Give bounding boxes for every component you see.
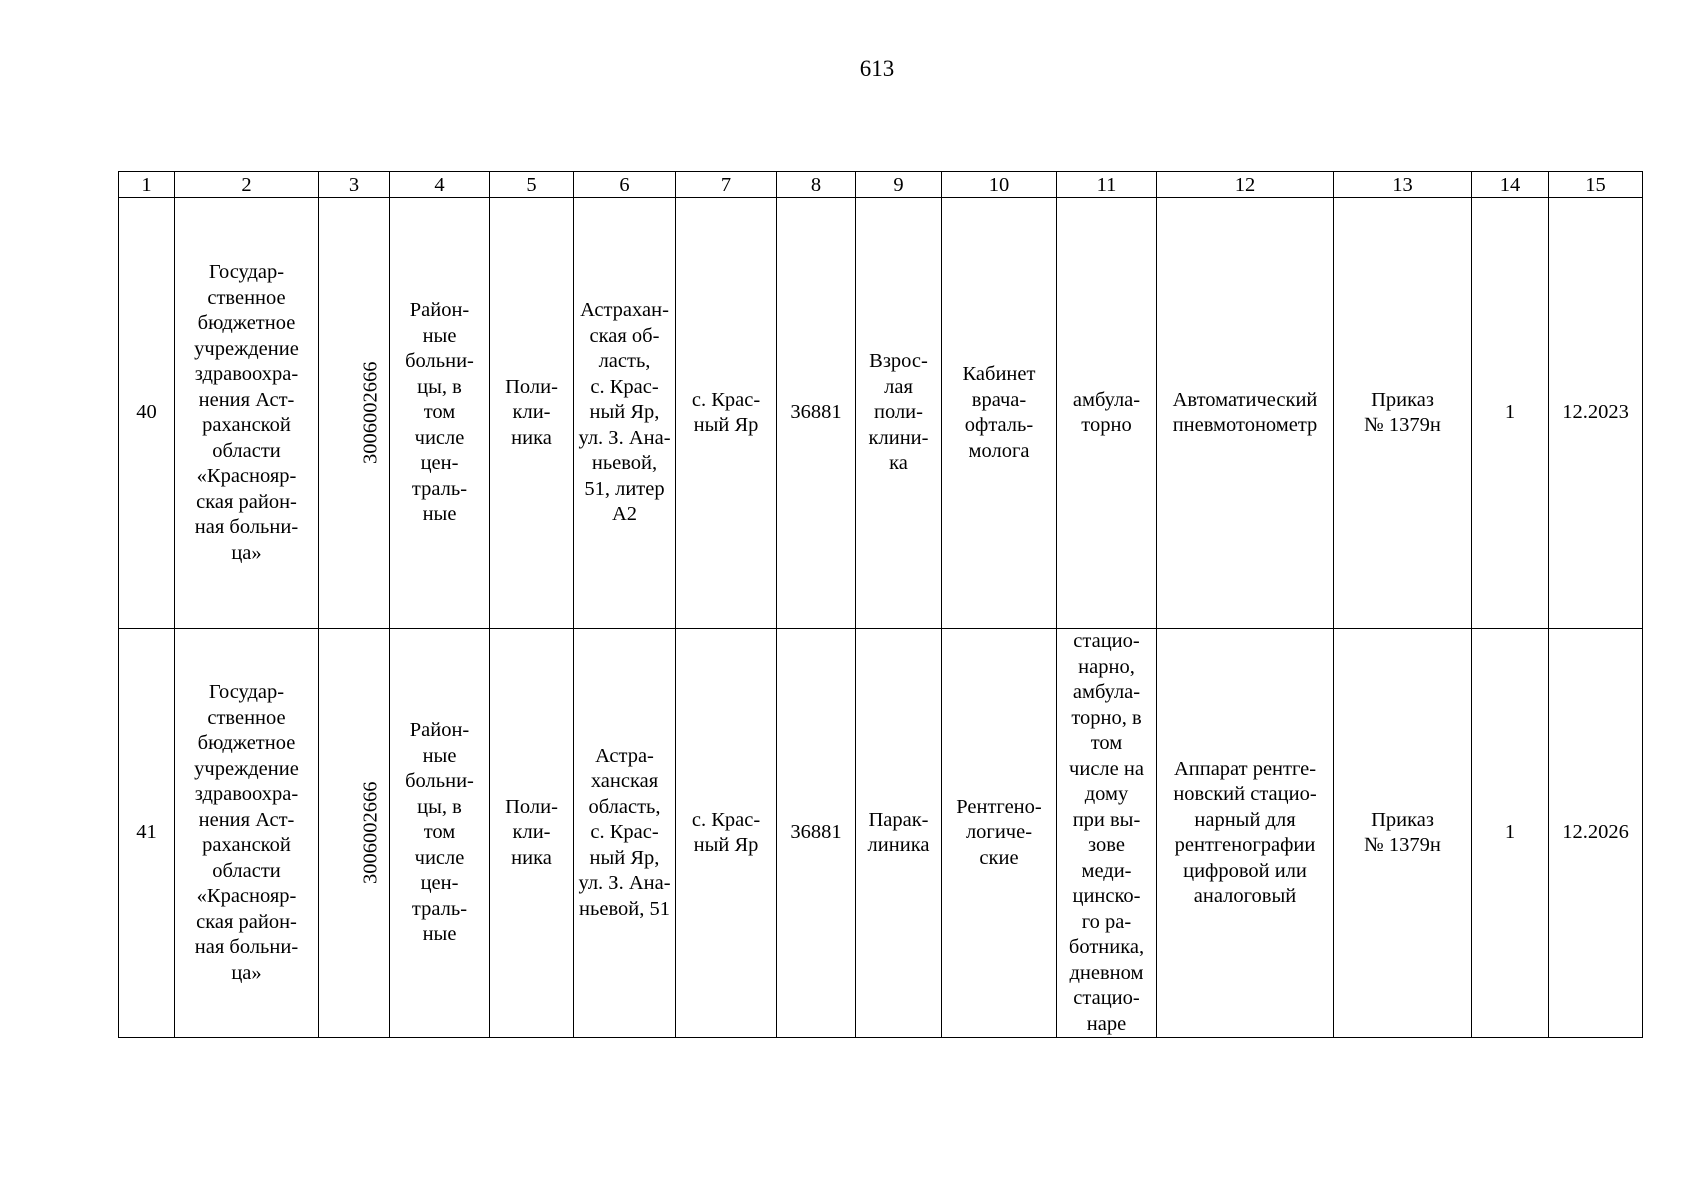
column-header: 6 (574, 172, 676, 198)
column-number-header-row (119, 172, 1643, 198)
equipment-registry-table (118, 171, 1643, 1038)
code-cell: 36881 (777, 198, 856, 629)
column-header: 7 (676, 172, 777, 198)
code-cell: 36881 (777, 629, 856, 1038)
care-mode-cell: стацио- нарно, амбула- торно, в том числе на дому при вы- зове меди- цинско- го ра- ботника, дневном стацио- наре (1057, 629, 1157, 1038)
column-header: 5 (490, 172, 574, 198)
inn-cell (319, 198, 390, 629)
organization-cell: Государ- ственное бюджетное учреждение здравоохра- нения Аст- раханской области «Краснояр- ская район- ная больни- ца» (175, 198, 319, 629)
unit-cell: Парак- линика (856, 629, 942, 1038)
inn-vertical-text: 3006002666 (359, 781, 382, 885)
column-header: 1 (119, 172, 175, 198)
organization-type-cell: Район- ные больни- цы, в том числе цен- траль- ные (390, 629, 490, 1038)
inn-cell (319, 629, 390, 1038)
organization-type-cell: Район- ные больни- цы, в том числе цен- траль- ные (390, 198, 490, 629)
column-header: 4 (390, 172, 490, 198)
order-cell: Приказ № 1379н (1334, 629, 1472, 1038)
quantity-cell: 1 (1472, 629, 1549, 1038)
unit-cell: Взрос- лая поли- клини- ка (856, 198, 942, 629)
locality-cell: с. Крас- ный Яр (676, 198, 777, 629)
table-row (119, 198, 1643, 629)
locality-cell: с. Крас- ный Яр (676, 629, 777, 1038)
column-header: 15 (1549, 172, 1643, 198)
inn-vertical-text: 3006002666 (359, 361, 382, 465)
cabinet-cell: Рентгено- логиче- ские (942, 629, 1057, 1038)
equipment-cell: Автоматический пневмотонометр (1157, 198, 1334, 629)
row-number-cell: 40 (119, 198, 175, 629)
order-cell: Приказ № 1379н (1334, 198, 1472, 629)
page-number: 613 (859, 56, 895, 81)
quantity-cell: 1 (1472, 198, 1549, 629)
column-header: 14 (1472, 172, 1549, 198)
date-cell: 12.2023 (1549, 198, 1643, 629)
column-header: 11 (1057, 172, 1157, 198)
column-header: 3 (319, 172, 390, 198)
subdivision-cell: Поли- кли- ника (490, 629, 574, 1038)
equipment-cell: Аппарат рентге- новский стацио- нарный для рентгенографии цифровой или аналоговый (1157, 629, 1334, 1038)
address-cell: Астрахан- ская об- ласть, с. Крас- ный Яр, ул. З. Ана- ньевой, 51, литер А2 (574, 198, 676, 629)
date-cell: 12.2026 (1549, 629, 1643, 1038)
care-mode-cell: амбула- торно (1057, 198, 1157, 629)
column-header: 10 (942, 172, 1057, 198)
address-cell: Астра- ханская область, с. Крас- ный Яр, ул. З. Ана- ньевой, 51 (574, 629, 676, 1038)
column-header: 8 (777, 172, 856, 198)
subdivision-cell: Поли- кли- ника (490, 198, 574, 629)
row-number-cell: 41 (119, 629, 175, 1038)
column-header: 9 (856, 172, 942, 198)
column-header: 13 (1334, 172, 1472, 198)
column-header: 2 (175, 172, 319, 198)
column-header: 12 (1157, 172, 1334, 198)
cabinet-cell: Кабинет врача- офталь- молога (942, 198, 1057, 629)
table-row (119, 629, 1643, 1038)
organization-cell: Государ- ственное бюджетное учреждение здравоохра- нения Аст- раханской области «Краснояр- ская район- ная больни- ца» (175, 629, 319, 1038)
